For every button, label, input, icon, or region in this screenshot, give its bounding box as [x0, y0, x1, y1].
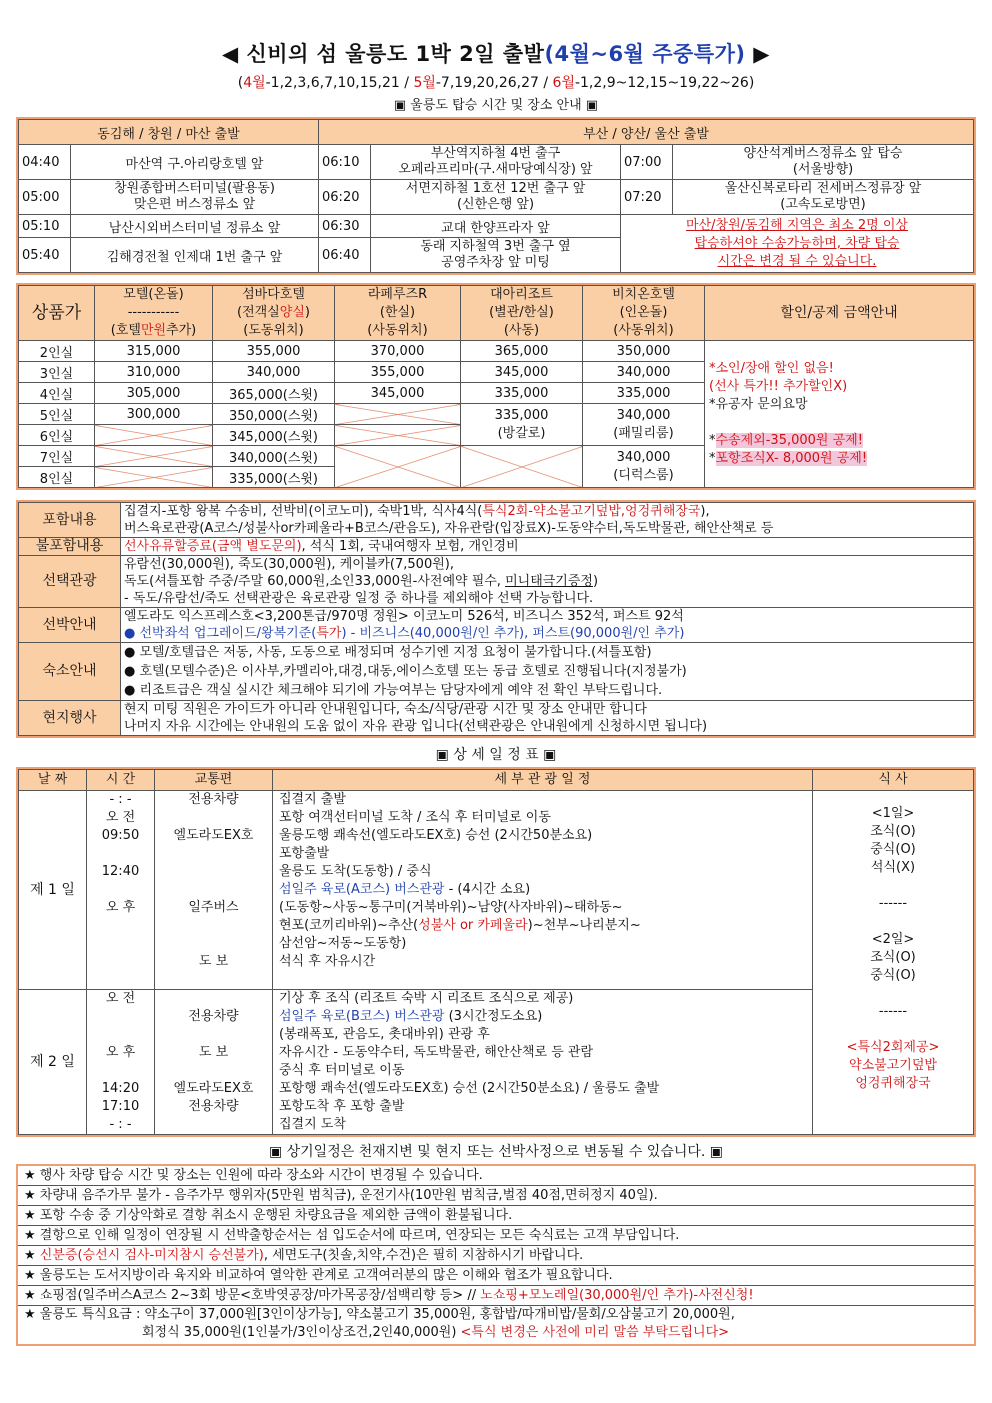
price-header-motel: 모텔(온돌) ----------- (호텔만원추가) [95, 286, 213, 341]
price-cell: 335,000(스윗) [213, 467, 335, 488]
june-label: 6월 [552, 75, 575, 91]
boarding-place: 동래 지하철역 3번 출구 옆 공영주차장 앞 미팅 [371, 238, 621, 273]
local-label: 현지행사 [19, 701, 121, 736]
title-main: ◀ 신비의 섬 울릉도 1박 2일 출발 [222, 42, 545, 66]
price-cell: 340,000 [583, 362, 705, 383]
price-header-laperouse: 라페루즈R (한실) (사동위치) [335, 286, 461, 341]
price-cell: 335,000 [461, 383, 583, 404]
boarding-place: 교대 한양프라자 앞 [371, 215, 621, 238]
june-dates: -1,2,9~12,15~19,22~26 [574, 75, 749, 91]
boarding-place: 김해경전철 인제대 1번 출구 앞 [71, 238, 319, 273]
boarding-time: 06:30 [319, 215, 371, 238]
note-item: ★ 결항으로 인해 일정이 연장될 시 선박출항순서는 섬 입도순서에 따르며, 연장되는 모든 숙식료는 고객 부담입니다. [18, 1226, 974, 1246]
room-type: 4인실 [19, 383, 95, 404]
price-cell-family: 340,000 (패밀리룸) [583, 404, 705, 446]
price-cell: 345,000(스윗) [213, 425, 335, 446]
boarding-time: 05:00 [19, 180, 71, 215]
day1-details: 집결지 출발 포항 여객선터미널 도착 / 조식 후 터미널로 이동 울릉도행 쾌속선(엘도라도EX호) 승선 (2시간50분소요) 포항출발 울릉도 도착(도동항) / 중식 섬일주 육로(A코스) 버스관광 - (4시간 소요) (도동항~사동~통구미(거북바위)~남양(사자바위)~태하동~ 현포(코끼리바위)~추산(성불사 or 카페울라)~천부~나리분지~ 삼선암~저동~도동항) 석식 후 자유시간 [273, 791, 813, 990]
meal-info: <1일> 조식(O) 중식(O) 석식(X) ------ <2일> 조식(O) 중식(O) ------ <특식2회제공> 약소불고기덮밥 엉겅퀴해장국 [813, 791, 974, 1135]
lodging-text: ● 모텔/호텔급은 저동, 사동, 도동으로 배정되며 성수기엔 지정 요청이 불가합니다.(셔틀포함) ● 호텔(모텔수준)은 이사부,카멜리아,대경,대동,에이스호텔 또는 동급 호텔로 진행됩니다(지정불가) ● 리조트급은 객실 실시간 체크해야 되기에 가능여부는 담당자에게 예약 전 확인 부탁드립니다. [121, 643, 974, 701]
room-type: 8인실 [19, 467, 95, 488]
boarding-time: 07:20 [621, 180, 673, 215]
price-cell: 305,000 [95, 383, 213, 404]
price-cell: 345,000 [335, 383, 461, 404]
price-cell-bungalow: 335,000 (방갈로) [461, 404, 583, 446]
note-item: ★ 울릉도 특식요금 : 약소구이 37,000원[3인이상가능], 약소불고기 35,000원, 홍합밥/따개비밥/물회/오삼불고기 20,000원, 회정식 35,000원(1인불가/3인이상조건,2인40,000원) <특식 변경은 사전에 미리 말씀 부탁드립니다> [24, 1307, 735, 1340]
unavailable-cell [335, 446, 461, 488]
price-cell: 365,000 [461, 341, 583, 362]
boarding-notice: 마산/창원/동김해 지역은 최소 2명 이상 탑승하셔야 수송가능하며, 차량 탑승 시간은 변경 될 수 있습니다. [621, 215, 974, 273]
notes-box [16, 1164, 976, 1346]
price-cell: 350,000(스윗) [213, 404, 335, 425]
note-item: ★ 울릉도는 도서지방이라 육지와 비교하여 열악한 관계로 고객여러분의 많은 이해와 협조가 필요합니다. [18, 1266, 974, 1286]
excluded-label: 불포함내용 [19, 538, 121, 556]
boarding-title: ▣ 울릉도 탑승 시간 및 장소 안내 ▣ [393, 98, 599, 113]
schedule-title: ▣ 상 세 일 정 표 ▣ [435, 747, 557, 763]
price-header-daea: 대아리조트 (별관/한실) (사동) [461, 286, 583, 341]
boarding-place: 양산석계버스정류소 앞 탑승 (서울방향) [673, 145, 974, 180]
price-cell: 355,000 [335, 362, 461, 383]
price-cell: 300,000 [95, 404, 213, 425]
day2-label: 제 2 일 [19, 990, 87, 1135]
local-text: 현지 미팅 직원은 가이드가 아니라 안내원입니다, 숙소/식당/관광 시간 및 장소 안내만 합니다 나머지 자유 시간에는 안내원의 도움 없이 자유 관광 입니다(선택관광은 안내원에게 신청하시면 됩니다) [121, 701, 974, 736]
unavailable-cell [461, 446, 583, 488]
ship-text: 엘도라도 익스프레스호<3,200톤급/970명 정원> 이코노미 526석, 비즈니스 352석, 퍼스트 92석 ● 선박좌석 업그레이드/왕복기준(특가) - 비즈니스(40,000원/인 추가), 퍼스트(90,000원/인 추가) [121, 608, 974, 643]
boarding-place: 부산역지하철 4번 출구 오페라프리마(구.새마당예식장) 앞 [371, 145, 621, 180]
note-item: ★ 쇼핑점(일주버스A코스 2~3회 방문<호박엿공장/마가목공장/섬백리향 등> // 노쇼핑+모노레일(30,000원/인 추가)-사전신청! [18, 1286, 974, 1306]
april-dates: -1,2,3,6,7,10,15,21 [265, 75, 400, 91]
day1-transport: 전용차량 엘도라도EX호 일주버스 도 보 [155, 791, 273, 990]
included-text: 집결지-포항 왕복 수송비, 선박비(이코노미), 숙박1박, 식사4식(특식2회-약소불고기덮밥,엉겅퀴해장국), 버스육로관광(A코스/성불사or카페울라+B코스/관음도), 자유관람(입장료X)-도동약수터,독도박물관, 해안산책로 등 [121, 503, 974, 538]
note-item: ★ 포항 수송 중 기상악화로 결항 취소시 운행된 차량요금을 제외한 금액이 환불됩니다. [18, 1206, 974, 1226]
optional-tour-label: 선택관광 [19, 556, 121, 608]
boarding-time: 06:20 [319, 180, 371, 215]
day1-times: - : - 오 전 09:50 12:40 오 후 [87, 791, 155, 990]
ship-label: 선박안내 [19, 608, 121, 643]
unavailable-cell [95, 467, 213, 488]
note-item: ★ 차량내 음주가무 불가 - 음주가무 행위자(5만원 범칙금), 운전기사(10만원 범칙금,벌점 40점,면허정지 40일). [18, 1186, 974, 1206]
boarding-place: 창원종합버스터미널(팔용동) 맞은편 버스정류소 앞 [71, 180, 319, 215]
included-label: 포함내용 [19, 503, 121, 538]
boarding-time: 04:40 [19, 145, 71, 180]
schedule-header-detail: 세 부 관 광 일 정 [273, 770, 813, 791]
unavailable-cell [335, 404, 461, 425]
boarding-time: 06:40 [319, 238, 371, 273]
day2-times: 오 전 오 후 14:20 17:10 - : - [87, 990, 155, 1135]
price-cell: 365,000(스윗) [213, 383, 335, 404]
room-type: 5인실 [19, 404, 95, 425]
price-cell: 355,000 [213, 341, 335, 362]
price-cell: 350,000 [583, 341, 705, 362]
price-cell: 340,000(스윗) [213, 446, 335, 467]
price-table [16, 283, 976, 490]
may-label: 5월 [413, 75, 436, 91]
room-type: 6인실 [19, 425, 95, 446]
boarding-table [16, 117, 976, 275]
note-item: ★ 행사 차량 탑승 시간 및 장소는 인원에 따라 장소와 시간이 변경될 수 있습니다. [18, 1166, 974, 1186]
room-type: 2인실 [19, 341, 95, 362]
price-cell: 370,000 [335, 341, 461, 362]
schedule-header-meal: 식 사 [813, 770, 974, 791]
title-arrow: ▶ [745, 42, 770, 66]
unavailable-cell [335, 425, 461, 446]
title-period: (4월~6월 주중특가) [544, 42, 746, 66]
change-notice: ▣ 상기일정은 천재지변 및 현지 또는 선박사정으로 변동될 수 있습니다. ▣ [268, 1144, 724, 1160]
price-cell: 340,000 [213, 362, 335, 383]
schedule-header-time: 시 간 [87, 770, 155, 791]
boarding-place: 남산시외버스터미널 정류소 앞 [71, 215, 319, 238]
price-cell-deluxe: 340,000 (디럭스룸) [583, 446, 705, 488]
room-type: 7인실 [19, 446, 95, 467]
page [16, 0, 976, 1346]
price-label: 상품가 [19, 286, 95, 341]
note-item: ★ 신분증(승선시 검사-미지참시 승선불가), 세면도구(칫솔,치약,수건)은 필히 지참하시기 바랍니다. [18, 1246, 974, 1266]
lodging-label: 숙소안내 [19, 643, 121, 701]
price-header-sumbada: 섬바다호텔 (전객실양실) (도동위치) [213, 286, 335, 341]
boarding-right-header: 부산 / 양산/ 울산 출발 [319, 120, 974, 145]
page-title [16, 38, 976, 68]
boarding-time: 05:10 [19, 215, 71, 238]
unavailable-cell [95, 425, 213, 446]
unavailable-cell [95, 446, 213, 467]
boarding-place: 마산역 구.아리랑호텔 앞 [71, 145, 319, 180]
boarding-left-header: 동김해 / 창원 / 마산 출발 [19, 120, 319, 145]
schedule-header-date: 날 짜 [19, 770, 87, 791]
day2-details: 기상 후 조식 (리조트 숙박 시 리조트 조식으로 제공) 섬일주 육로(B코스) 버스관광 (3시간정도소요) (봉래폭포, 관음도, 촛대바위) 관광 후 자유시간 - 도동약수터, 독도박물관, 해안산책로 등 관람 중식 후 터미널로 이동 포항행 쾌속선(엘도라도EX호) 승선 (2시간50분소요) / 울릉도 출발 포항도착 후 포항 출발 집결지 도착 [273, 990, 813, 1135]
price-cell: 310,000 [95, 362, 213, 383]
excluded-text: 선사유류할증료(금액 별도문의), 석식 1회, 국내여행자 보험, 개인경비 [121, 538, 974, 556]
info-table [16, 500, 976, 738]
boarding-place: 서면지하철 1호선 12번 출구 앞 (신한은행 앞) [371, 180, 621, 215]
day1-label: 제 1 일 [19, 791, 87, 990]
boarding-time: 05:40 [19, 238, 71, 273]
day2-transport: 전용차량 도 보 엘도라도EX호 전용차량 [155, 990, 273, 1135]
price-header-discount: 할인/공제 금액안내 [705, 286, 974, 341]
boarding-time: 06:10 [319, 145, 371, 180]
price-cell: 315,000 [95, 341, 213, 362]
boarding-place: 울산신복로타리 전세버스정류장 앞 (고속도로방면) [673, 180, 974, 215]
may-dates: -7,19,20,26,27 [435, 75, 539, 91]
schedule-table [16, 767, 976, 1137]
price-header-beachon: 비치온호텔 (인온돌) (사동위치) [583, 286, 705, 341]
price-cell: 345,000 [461, 362, 583, 383]
discount-info: *소인/장애 할인 없음! (선사 특가!! 추가할인X) *유공자 문의요망 *수송제외-35,000원 공제! *포항조식X- 8,000원 공제! [705, 341, 974, 488]
optional-tour-text: 유람선(30,000원), 죽도(30,000원), 케이블카(7,500원), 독도(셔틀포함 주중/주말 60,000원,소인33,000원-사전예약 필수, 미니태극기증정) - 독도/유람선/죽도 선택관광은 육로관광 일정 중 하나를 제외해야 선택 가능합니다. [121, 556, 974, 608]
room-type: 3인실 [19, 362, 95, 383]
departure-dates: (4월-1,2,3,6,7,10,15,21 / 5월-7,19,20,26,27 / 6월-1,2,9~12,15~19,22~26) [237, 75, 755, 91]
price-cell: 335,000 [583, 383, 705, 404]
boarding-time: 07:00 [621, 145, 673, 180]
april-label: 4월 [243, 75, 266, 91]
schedule-header-transport: 교통편 [155, 770, 273, 791]
